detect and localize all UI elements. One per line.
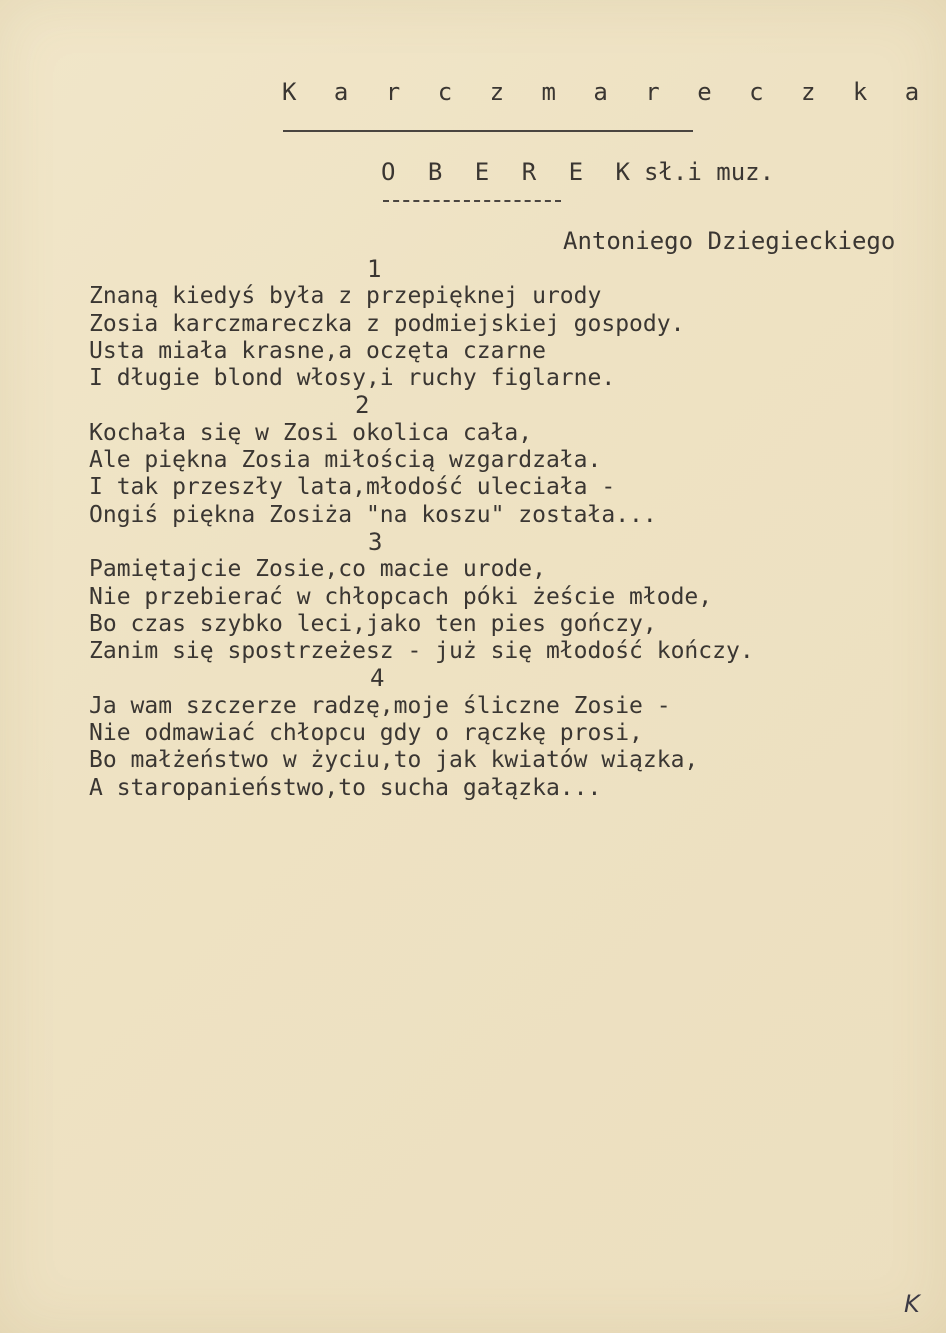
title-underline	[283, 130, 693, 132]
lyric-line: Ongiś piękna Zosiża "na koszu" została...	[89, 501, 657, 528]
stanza-number: 1	[367, 255, 382, 283]
stanza-number: 2	[355, 391, 370, 420]
lyric-line: Zosia karczmareczka z podmiejskiej gospody.	[89, 310, 685, 337]
song-title: K a r c z m a r e c z k a	[282, 78, 931, 106]
stanza-number: 3	[368, 527, 383, 556]
lyric-line: Nie odmawiać chłopcu gdy o rączkę prosi,	[89, 720, 643, 747]
lyric-line: Pamiętajcie Zosie,co macie urode,	[89, 556, 546, 583]
lyric-line: Zanim się spostrzeżesz - już się młodość kończy.	[89, 638, 754, 665]
lyric-line: Znaną kiedyś była z przepięknej urody	[89, 283, 602, 310]
credit-label: sł.i muz.	[644, 158, 775, 186]
stanza	[89, 256, 929, 392]
stanza-number: 4	[370, 664, 385, 693]
lyric-line: Bo czas szybko leci,jako ten pies gończy,	[89, 610, 657, 637]
stanza	[89, 392, 929, 528]
stanza	[89, 529, 929, 665]
lyric-line: Usta miała krasne,a oczęta czarne	[89, 337, 546, 364]
lyric-line: Bo małżeństwo w życiu,to jak kwiatów wiązka,	[89, 747, 699, 774]
lyrics-body	[89, 256, 929, 802]
lyric-line: Ale piękna Zosia miłością wzgardzała.	[89, 447, 602, 474]
lyric-line: A staropanieństwo,to sucha gałązka...	[89, 774, 602, 801]
author-name: Antoniego Dziegieckiego	[563, 227, 896, 255]
lyric-line: I długie blond włosy,i ruchy figlarne.	[89, 365, 616, 392]
lyric-line: Nie przebierać w chłopcach póki żeście młode,	[89, 583, 713, 610]
corner-pencil-mark: K	[904, 1290, 920, 1318]
stanza	[89, 665, 929, 801]
lyric-line: Ja wam szczerze radzę,moje śliczne Zosie -	[89, 692, 671, 719]
genre-underline	[383, 200, 561, 202]
lyric-line: Kochała się w Zosi okolica cała,	[89, 419, 533, 446]
genre-heading: O B E R E K	[381, 158, 639, 186]
lyric-line: I tak przeszły lata,młodość uleciała -	[89, 474, 616, 501]
